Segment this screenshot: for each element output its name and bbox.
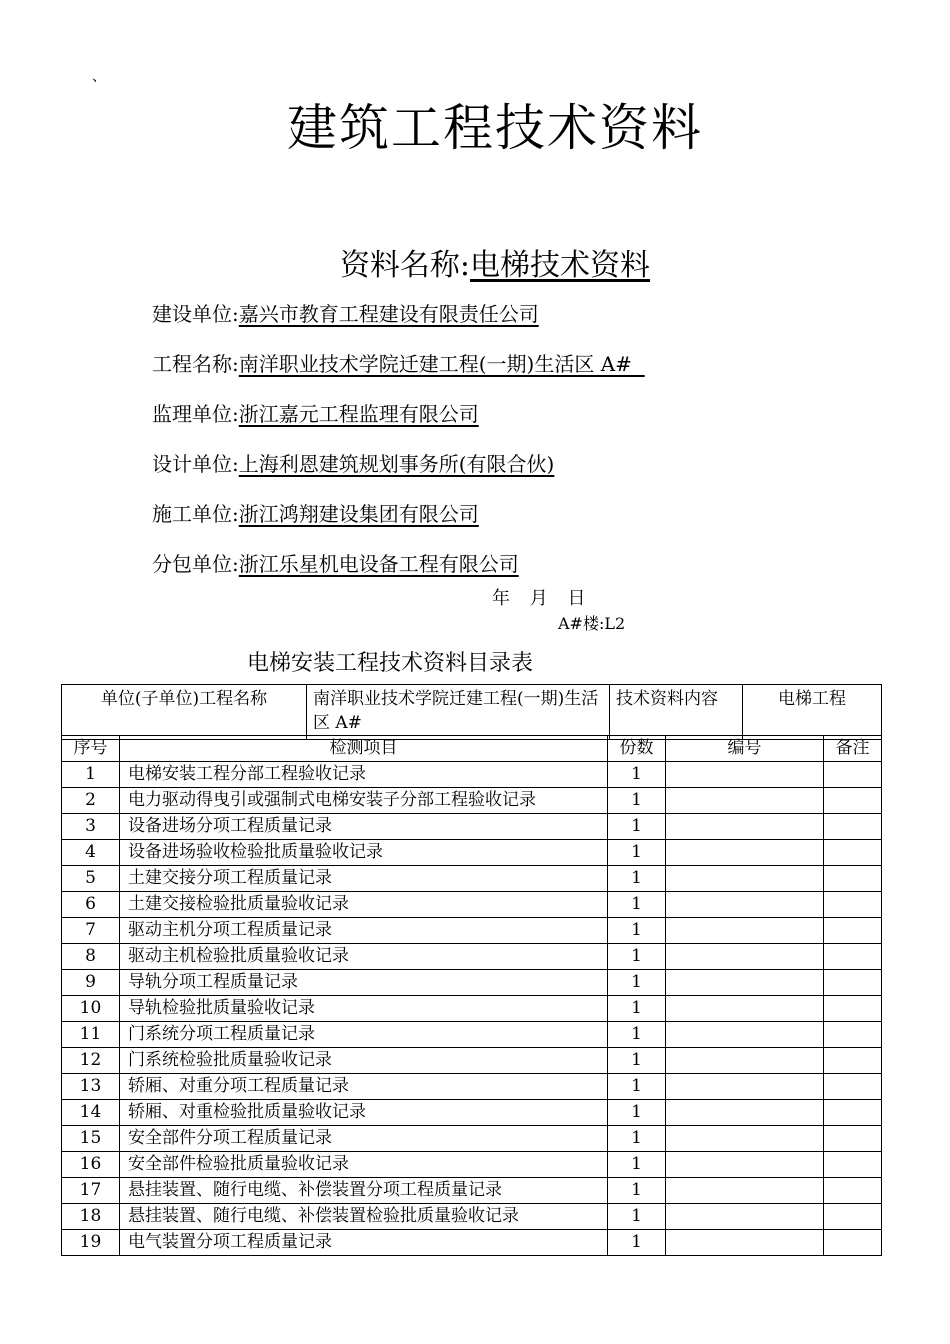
row-code <box>666 866 824 892</box>
row-code <box>666 840 824 866</box>
row-copies: 1 <box>608 1048 666 1074</box>
info-value: 嘉兴市教育工程建设有限责任公司 <box>238 302 539 326</box>
row-item: 导轨检验批质量验收记录 <box>120 996 608 1022</box>
row-seq: 13 <box>62 1074 120 1100</box>
table-row <box>62 1204 882 1230</box>
document-name-label: 资料名称: <box>339 248 471 283</box>
table-row <box>62 1022 882 1048</box>
row-item: 悬挂装置、随行电缆、补偿装置分项工程质量记录 <box>120 1178 608 1204</box>
row-code <box>666 814 824 840</box>
row-copies: 1 <box>608 814 666 840</box>
date-line: 年 月 日 <box>492 588 586 609</box>
info-line <box>152 348 645 377</box>
row-copies: 1 <box>608 1100 666 1126</box>
info-line <box>152 548 519 577</box>
row-note <box>824 1152 882 1178</box>
table-row <box>62 866 882 892</box>
row-code <box>666 1100 824 1126</box>
info-line <box>152 498 479 527</box>
catalog-header-table <box>61 684 882 740</box>
info-label: 施工单位: <box>152 502 239 526</box>
row-copies: 1 <box>608 944 666 970</box>
row-seq: 3 <box>62 814 120 840</box>
row-note <box>824 814 882 840</box>
corner-mark: 、 <box>92 69 106 85</box>
row-note <box>824 840 882 866</box>
column-header-row <box>62 736 882 762</box>
info-value: 浙江鸿翔建设集团有限公司 <box>238 502 479 526</box>
row-item: 设备进场分项工程质量记录 <box>120 814 608 840</box>
table-row <box>62 1230 882 1256</box>
row-note <box>824 1230 882 1256</box>
row-code <box>666 1022 824 1048</box>
info-value: 南洋职业技术学院迁建工程(一期)生活区 A# <box>238 352 645 376</box>
row-note <box>824 1204 882 1230</box>
row-note <box>824 1100 882 1126</box>
row-seq: 1 <box>62 762 120 788</box>
document-name-line <box>0 240 950 284</box>
row-seq: 18 <box>62 1204 120 1230</box>
info-value: 浙江乐星机电设备工程有限公司 <box>238 552 519 576</box>
row-item: 电气装置分项工程质量记录 <box>120 1230 608 1256</box>
table-row <box>62 814 882 840</box>
row-seq: 4 <box>62 840 120 866</box>
info-value: 上海利恩建筑规划事务所(有限合伙) <box>238 452 555 476</box>
row-item: 导轨分项工程质量记录 <box>120 970 608 996</box>
info-label: 分包单位: <box>152 552 239 576</box>
document-name-value: 电梯技术资料 <box>470 248 651 283</box>
row-seq: 15 <box>62 1126 120 1152</box>
row-item: 轿厢、对重检验批质量验收记录 <box>120 1100 608 1126</box>
table-row <box>62 1152 882 1178</box>
row-code <box>666 1048 824 1074</box>
row-code <box>666 996 824 1022</box>
row-note <box>824 1178 882 1204</box>
row-item: 驱动主机分项工程质量记录 <box>120 918 608 944</box>
row-item: 安全部件分项工程质量记录 <box>120 1126 608 1152</box>
col-copies: 份数 <box>608 736 666 762</box>
info-line <box>152 448 554 477</box>
info-line <box>152 298 539 327</box>
table-row <box>62 996 882 1022</box>
table-row <box>62 970 882 996</box>
row-copies: 1 <box>608 996 666 1022</box>
row-note <box>824 944 882 970</box>
content-value: 电梯工程 <box>743 685 882 740</box>
info-label: 工程名称: <box>152 352 239 376</box>
col-item: 检测项目 <box>120 736 608 762</box>
row-seq: 7 <box>62 918 120 944</box>
row-note <box>824 1048 882 1074</box>
info-label: 建设单位: <box>152 302 239 326</box>
row-code <box>666 1204 824 1230</box>
row-note <box>824 762 882 788</box>
row-item: 门系统检验批质量验收记录 <box>120 1048 608 1074</box>
row-copies: 1 <box>608 1022 666 1048</box>
unit-name-value: 南洋职业技术学院迁建工程(一期)生活区 A# <box>307 685 610 740</box>
row-item: 土建交接检验批质量验收记录 <box>120 892 608 918</box>
row-item: 驱动主机检验批质量验收记录 <box>120 944 608 970</box>
row-code <box>666 970 824 996</box>
row-seq: 16 <box>62 1152 120 1178</box>
row-code <box>666 1178 824 1204</box>
row-code <box>666 918 824 944</box>
row-seq: 11 <box>62 1022 120 1048</box>
row-note <box>824 788 882 814</box>
table-row <box>62 1126 882 1152</box>
table-row <box>62 918 882 944</box>
row-code <box>666 1126 824 1152</box>
row-seq: 8 <box>62 944 120 970</box>
row-copies: 1 <box>608 1126 666 1152</box>
col-seq: 序号 <box>62 736 120 762</box>
row-seq: 12 <box>62 1048 120 1074</box>
row-seq: 10 <box>62 996 120 1022</box>
row-code <box>666 1152 824 1178</box>
row-note <box>824 892 882 918</box>
info-label: 设计单位: <box>152 452 239 476</box>
row-code <box>666 1074 824 1100</box>
row-note <box>824 866 882 892</box>
row-copies: 1 <box>608 840 666 866</box>
row-note <box>824 970 882 996</box>
row-seq: 19 <box>62 1230 120 1256</box>
page-title: 建筑工程技术资料 <box>287 99 703 157</box>
col-note: 备注 <box>824 736 882 762</box>
unit-name-label: 单位(子单位)工程名称 <box>62 685 307 740</box>
row-seq: 9 <box>62 970 120 996</box>
table-title: 电梯安装工程技术资料目录表 <box>246 651 533 676</box>
table-row <box>62 1100 882 1126</box>
row-item: 门系统分项工程质量记录 <box>120 1022 608 1048</box>
table-row <box>62 892 882 918</box>
table-row <box>62 1178 882 1204</box>
row-seq: 2 <box>62 788 120 814</box>
header-row <box>62 685 882 740</box>
row-copies: 1 <box>608 762 666 788</box>
row-copies: 1 <box>608 918 666 944</box>
info-label: 监理单位: <box>152 402 239 426</box>
info-line <box>152 398 479 427</box>
building-code: A#楼:L2 <box>558 614 626 633</box>
row-item: 轿厢、对重分项工程质量记录 <box>120 1074 608 1100</box>
row-code <box>666 1230 824 1256</box>
row-copies: 1 <box>608 1152 666 1178</box>
row-copies: 1 <box>608 788 666 814</box>
row-note <box>824 918 882 944</box>
table-row <box>62 840 882 866</box>
row-copies: 1 <box>608 1204 666 1230</box>
row-item: 电梯安装工程分部工程验收记录 <box>120 762 608 788</box>
row-note <box>824 996 882 1022</box>
row-seq: 5 <box>62 866 120 892</box>
catalog-table <box>61 735 882 1256</box>
row-note <box>824 1074 882 1100</box>
table-row <box>62 944 882 970</box>
row-note <box>824 1022 882 1048</box>
row-copies: 1 <box>608 1178 666 1204</box>
row-copies: 1 <box>608 970 666 996</box>
row-seq: 6 <box>62 892 120 918</box>
row-code <box>666 944 824 970</box>
row-item: 土建交接分项工程质量记录 <box>120 866 608 892</box>
col-code: 编号 <box>666 736 824 762</box>
row-note <box>824 1126 882 1152</box>
row-code <box>666 788 824 814</box>
content-label: 技术资料内容 <box>610 685 743 740</box>
row-copies: 1 <box>608 892 666 918</box>
row-item: 悬挂装置、随行电缆、补偿装置检验批质量验收记录 <box>120 1204 608 1230</box>
table-row <box>62 1074 882 1100</box>
row-copies: 1 <box>608 1230 666 1256</box>
row-code <box>666 892 824 918</box>
row-copies: 1 <box>608 866 666 892</box>
info-value: 浙江嘉元工程监理有限公司 <box>238 402 479 426</box>
table-row <box>62 1048 882 1074</box>
table-row <box>62 788 882 814</box>
row-code <box>666 762 824 788</box>
row-item: 电力驱动得曳引或强制式电梯安装子分部工程验收记录 <box>120 788 608 814</box>
row-seq: 17 <box>62 1178 120 1204</box>
row-copies: 1 <box>608 1074 666 1100</box>
row-seq: 14 <box>62 1100 120 1126</box>
table-row <box>62 762 882 788</box>
row-item: 设备进场验收检验批质量验收记录 <box>120 840 608 866</box>
row-item: 安全部件检验批质量验收记录 <box>120 1152 608 1178</box>
